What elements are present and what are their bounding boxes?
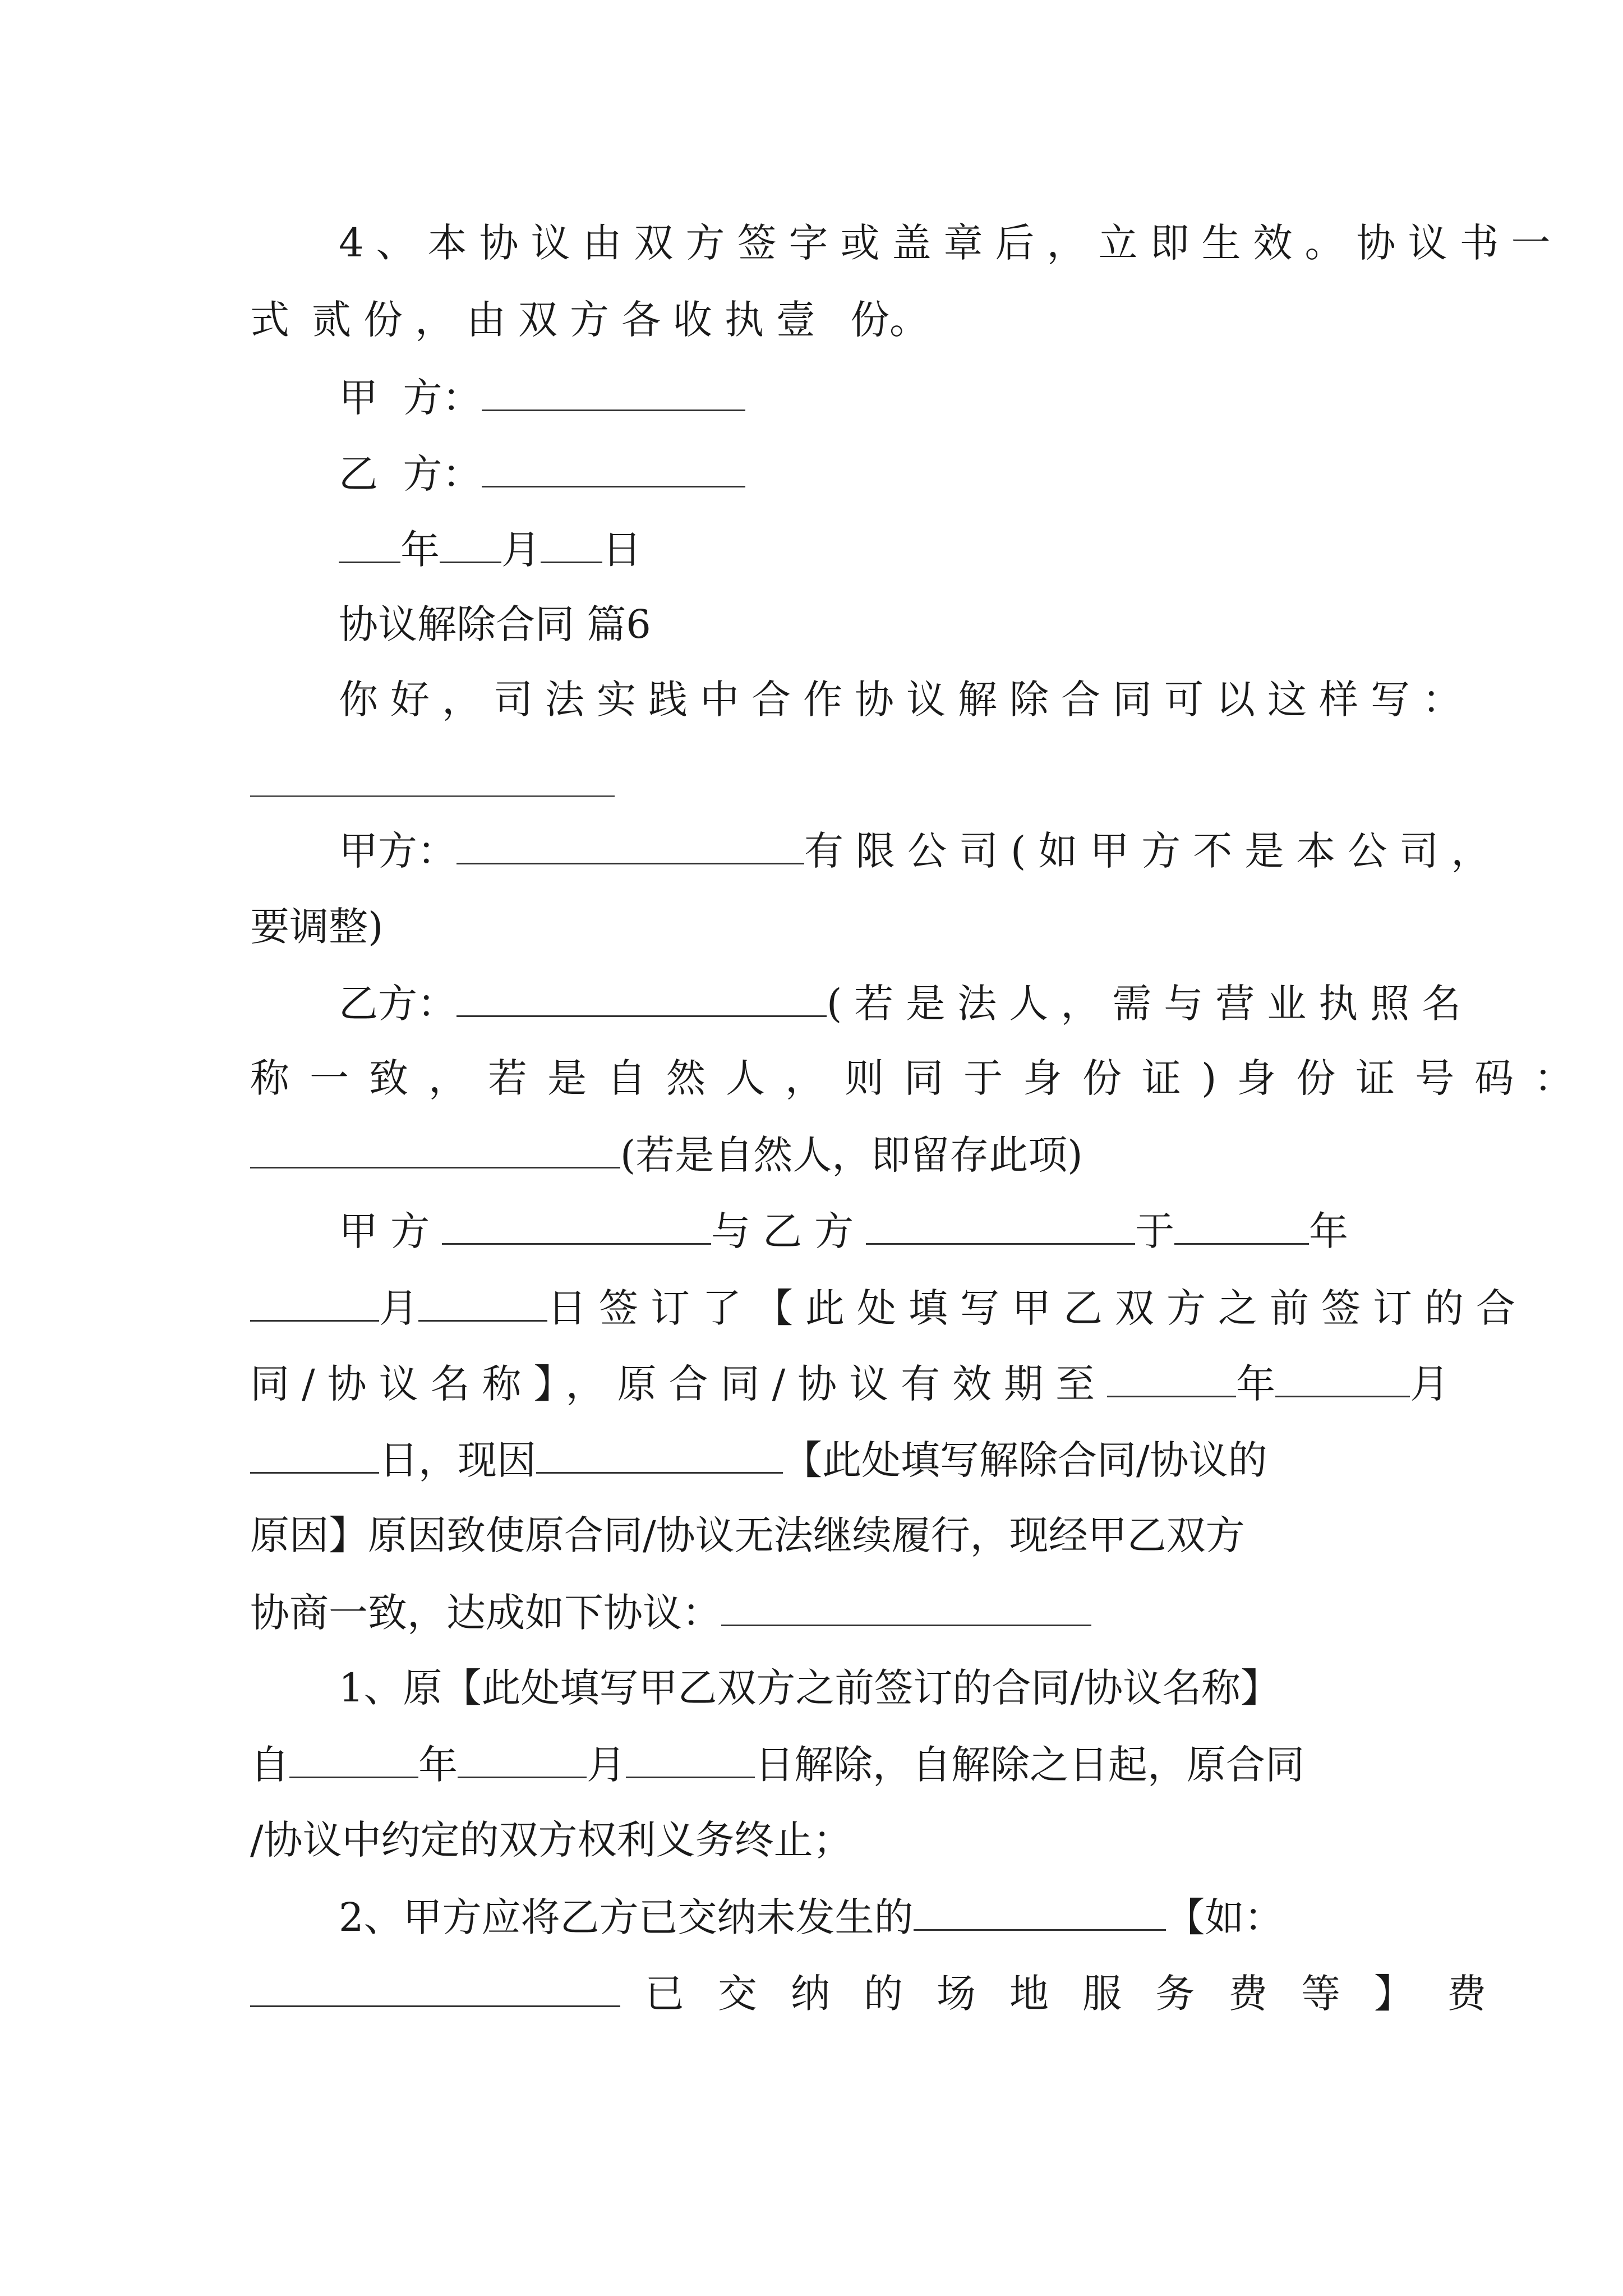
year-blank	[339, 529, 400, 563]
month-blank	[250, 1287, 379, 1322]
section-title	[339, 601, 651, 647]
blank	[721, 1592, 1091, 1626]
party-b-line	[339, 981, 1474, 1027]
fee-blank	[914, 1897, 1166, 1931]
party-b-blank	[457, 983, 827, 1017]
blank	[442, 1211, 711, 1245]
blank-rule	[250, 795, 615, 797]
text: 月	[587, 1742, 626, 1788]
year-blank	[1107, 1363, 1236, 1397]
party-a-line	[339, 828, 1503, 874]
party-a-line2	[250, 904, 384, 950]
blank	[866, 1211, 1135, 1245]
text: 乙方：	[339, 981, 457, 1027]
intro-line	[339, 677, 1474, 723]
text: 月	[379, 1285, 418, 1331]
party-a-signature-line	[339, 375, 745, 421]
text: 份。	[850, 297, 929, 343]
month-blank	[440, 529, 501, 563]
day-blank	[541, 529, 602, 563]
text: 你好，司法实践中合作协议解除合同可以这样写：	[339, 677, 1474, 723]
clause2-line2	[250, 1971, 1520, 2017]
text: 协议解除合同 篇6	[339, 601, 651, 647]
clause1-line3	[250, 1817, 852, 1863]
party-b-line3	[250, 1132, 1083, 1178]
party-b-signature-line	[339, 451, 745, 497]
text: 有限公司(如甲方不是本公司，	[804, 828, 1503, 874]
text: 甲方	[339, 1208, 442, 1254]
sign-date-line5	[250, 1512, 1245, 1558]
month-blank	[1275, 1363, 1410, 1397]
sign-date-line	[339, 1208, 1348, 1254]
text: 4、本协议由双方签字或盖章后，立即生效。协议书一	[339, 220, 1563, 266]
party-a-label: 甲 方：	[339, 375, 482, 421]
paragraph-effect-line2	[250, 297, 929, 343]
clause1-line1	[339, 1665, 1280, 1711]
text: 原因】原因致使原合同/协议无法继续履行，现经甲乙双方	[250, 1512, 1245, 1558]
text: 协商一致，达成如下协议：	[250, 1590, 721, 1636]
text: 年	[1309, 1208, 1348, 1254]
text: 与乙方	[711, 1208, 866, 1254]
clause1-line2	[250, 1742, 1304, 1788]
id-blank	[250, 1134, 620, 1168]
text: 【如：	[1165, 1894, 1284, 1940]
text: 贰份，由双方各收执壹	[312, 297, 828, 343]
text: 已交纳的场地服务费等】费	[645, 1971, 1520, 2017]
day-blank	[418, 1287, 547, 1322]
paragraph-effect-line1	[339, 220, 1563, 266]
text: 日	[602, 527, 642, 573]
date-line	[339, 527, 642, 573]
day-blank	[250, 1439, 379, 1474]
reason-blank	[536, 1439, 783, 1474]
sign-date-line2	[250, 1285, 1528, 1331]
clause2-line1	[339, 1894, 1284, 1940]
text: 于	[1135, 1208, 1174, 1254]
text: 甲方：	[339, 828, 457, 874]
text: 年	[418, 1742, 458, 1788]
text: 同/协议名称】，原合同/协议有效期至	[250, 1361, 1108, 1407]
year-blank	[1174, 1211, 1309, 1245]
sign-date-line4	[250, 1437, 1267, 1483]
text: (若是法人，需与营业执照名	[827, 981, 1474, 1027]
text: 月	[501, 527, 541, 573]
text: 式	[250, 297, 289, 343]
text: 2、甲方应将乙方已交纳未发生的	[339, 1894, 914, 1940]
month-blank	[458, 1744, 587, 1778]
text: 1、原【此处填写甲乙双方之前签订的合同/协议名称】	[339, 1665, 1280, 1711]
sign-date-line3	[250, 1361, 1450, 1407]
year-blank	[289, 1744, 418, 1778]
party-b-label: 乙 方：	[339, 451, 482, 497]
blank	[250, 1973, 620, 2007]
text: 年	[400, 527, 440, 573]
text: 年	[1236, 1361, 1276, 1407]
signature-blank	[482, 453, 745, 487]
text: 要调整)	[250, 904, 384, 950]
text: (若是自然人，即留存此项)	[620, 1132, 1083, 1178]
company-blank	[457, 830, 804, 864]
text: 自	[250, 1742, 289, 1788]
text: 日解除，自解除之日起，原合同	[755, 1742, 1304, 1788]
party-b-line2	[250, 1055, 1594, 1101]
text: /协议中约定的双方权利义务终止；	[250, 1817, 852, 1863]
text: 日签订了【此处填写甲乙双方之前签订的合	[547, 1285, 1528, 1331]
text: 日，现因	[379, 1437, 536, 1483]
text: 称一致，若是自然人，则同于身份证)身份证号码：	[250, 1055, 1594, 1101]
text: 【此处填写解除合同/协议的	[783, 1437, 1267, 1483]
signature-blank	[482, 377, 745, 411]
text: 月	[1410, 1361, 1450, 1407]
sign-date-line6	[250, 1590, 1091, 1636]
day-blank	[626, 1744, 755, 1778]
